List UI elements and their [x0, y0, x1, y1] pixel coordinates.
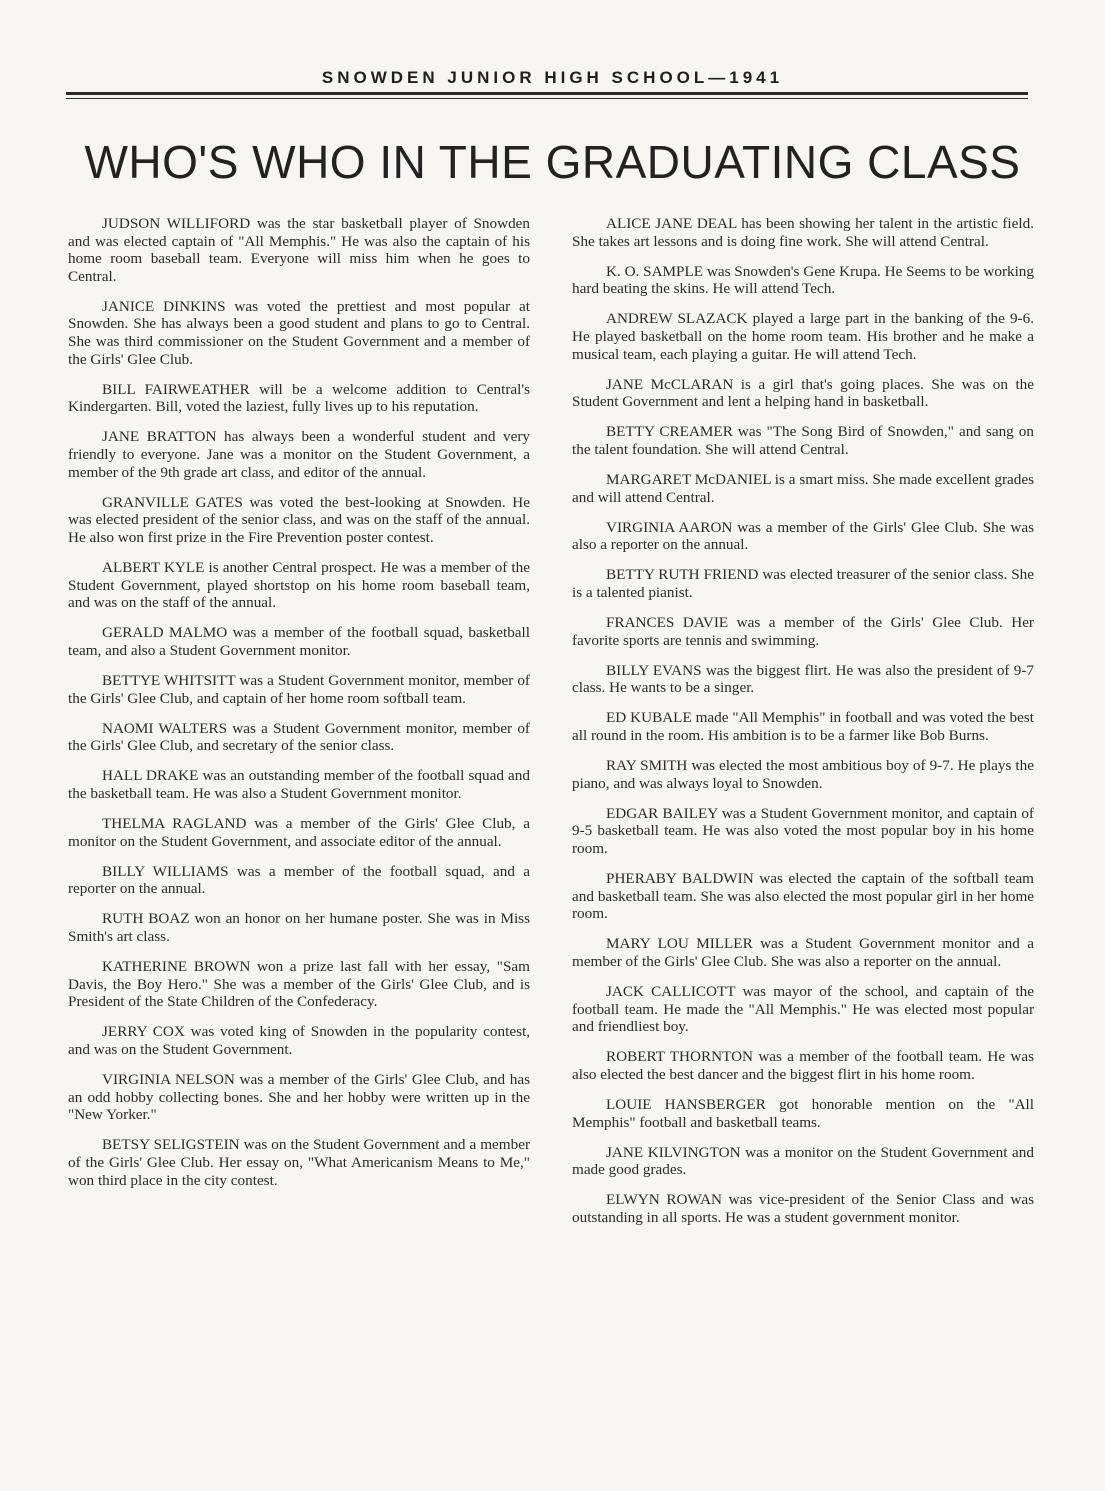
entry-paragraph: BILL FAIRWEATHER will be a welcome addition to Central's Kindergarten. Bill, voted the laziest, fully lives up to his reputation.	[68, 380, 530, 416]
entry-paragraph: RUTH BOAZ won an honor on her humane poster. She was in Miss Smith's art class.	[68, 910, 530, 945]
entry-paragraph: BETTY RUTH FRIEND was elected treasurer of the senior class. She is a talented pianist.	[572, 566, 1034, 601]
entry-paragraph: JACK CALLICOTT was mayor of the school, and captain of the football team. He made the "All Memphis." He was elected most popular and friendliest boy.	[572, 983, 1034, 1036]
entry-paragraph: JANE KILVINGTON was a monitor on the Student Government and made good grades.	[572, 1143, 1034, 1179]
entry-paragraph: BETTYE WHITSITT was a Student Government monitor, member of the Girls' Glee Club, and captain of her home room softball team.	[68, 671, 530, 707]
entry-paragraph: NAOMI WALTERS was a Student Government monitor, member of the Girls' Glee Club, and secretary of the senior class.	[68, 719, 530, 755]
page-title: WHO'S WHO IN THE GRADUATING CLASS	[84, 136, 1021, 188]
entry-paragraph: ED KUBALE made "All Memphis" in football and was voted the best all round in the room. His ambition is to be a farmer like Bob Burns.	[572, 709, 1034, 745]
left-column	[68, 215, 530, 1202]
running-header: SNOWDEN JUNIOR HIGH SCHOOL—1941	[321, 68, 784, 87]
entry-paragraph: ROBERT THORNTON was a member of the football team. He was also elected the best dancer and the biggest flirt in his home room.	[572, 1048, 1034, 1083]
right-column	[572, 215, 1034, 1239]
entry-paragraph: KATHERINE BROWN won a prize last fall with her essay, "Sam Davis, the Boy Hero." She was a member of the Girls' Glee Club, and is President of the State Children of the Confederacy.	[68, 958, 530, 1011]
entry-paragraph: EDGAR BAILEY was a Student Government monitor, and captain of 9-5 basketball team. He was also voted the most popular boy in his home room.	[572, 804, 1034, 858]
entry-paragraph: JANICE DINKINS was voted the prettiest and most popular at Snowden. She has always been a good student and plans to go to Central. She was third commissioner on the Student Government and a member of the Girls' Glee Club.	[68, 297, 530, 368]
entry-paragraph: ALICE JANE DEAL has been showing her talent in the artistic field. She takes art lessons and is doing fine work. She will attend Central.	[572, 215, 1034, 250]
entry-paragraph: JANE BRATTON has always been a wonderful student and very friendly to everyone. Jane was a monitor on the Student Government, a member of the 9th grade art class, and editor of the annual.	[68, 428, 530, 481]
entry-paragraph: JUDSON WILLIFORD was the star basketball player of Snowden and was elected captain of "All Memphis." He was also the captain of his home room baseball team. Everyone will miss him when he goes to Central.	[68, 215, 530, 285]
entry-paragraph: ALBERT KYLE is another Central prospect. He was a member of the Student Government, played shortstop on his home room baseball team, and was on the staff of the annual.	[68, 559, 530, 612]
entry-paragraph: LOUIE HANSBERGER got honorable mention on the "All Memphis" football and basketball teams.	[572, 1096, 1034, 1131]
entry-paragraph: FRANCES DAVIE was a member of the Girls' Glee Club. Her favorite sports are tennis and swimming.	[572, 614, 1034, 649]
entry-paragraph: JANE McCLARAN is a girl that's going places. She was on the Student Government and lent a helping hand in basketball.	[572, 375, 1034, 411]
entry-paragraph: PHERABY BALDWIN was elected the captain of the softball team and basketball team. She was also elected the most popular girl in her home room.	[572, 870, 1034, 923]
entry-paragraph: BETTY CREAMER was "The Song Bird of Snowden," and sang on the talent foundation. She will attend Central.	[572, 423, 1034, 458]
entry-paragraph: VIRGINIA AARON was a member of the Girls' Glee Club. She was also a reporter on the annual.	[572, 518, 1034, 554]
entry-paragraph: MARY LOU MILLER was a Student Government monitor and a member of the Girls' Glee Club. She was also a reporter on the annual.	[572, 935, 1034, 970]
entry-paragraph: ELWYN ROWAN was vice-president of the Senior Class and was outstanding in all sports. He was a student government monitor.	[572, 1191, 1034, 1227]
entry-paragraph: BILLY WILLIAMS was a member of the football squad, and a reporter on the annual.	[68, 862, 530, 898]
entry-paragraph: ANDREW SLAZACK played a large part in the banking of the 9-6. He played basketball on the home room team. His brother and he make a musical team, each playing a guitar. He will attend Tech.	[572, 310, 1034, 363]
header-rule-thin	[66, 98, 1028, 99]
entry-paragraph: JERRY COX was voted king of Snowden in the popularity contest, and was on the Student Government.	[68, 1023, 530, 1058]
entry-paragraph: BILLY EVANS was the biggest flirt. He was also the president of 9-7 class. He wants to be a singer.	[572, 661, 1034, 697]
entry-paragraph: GERALD MALMO was a member of the football squad, basketball team, and also a Student Government monitor.	[68, 624, 530, 659]
entry-paragraph: HALL DRAKE was an outstanding member of the football squad and the basketball team. He was also a Student Government monitor.	[68, 767, 530, 802]
entry-paragraph: VIRGINIA NELSON was a member of the Girls' Glee Club, and has an odd hobby collecting bones. She and her hobby were written up in the "New Yorker."	[68, 1071, 530, 1124]
entry-paragraph: MARGARET McDANIEL is a smart miss. She made excellent grades and will attend Central.	[572, 471, 1034, 506]
entry-paragraph: RAY SMITH was elected the most ambitious boy of 9-7. He plays the piano, and was always loyal to Snowden.	[572, 757, 1034, 792]
entry-paragraph: GRANVILLE GATES was voted the best-looking at Snowden. He was elected president of the senior class, and was on the staff of the annual. He also won first prize in the Fire Prevention poster contest.	[68, 493, 530, 546]
entry-paragraph: K. O. SAMPLE was Snowden's Gene Krupa. He Seems to be working hard beating the skins. He will attend Tech.	[572, 262, 1034, 298]
entry-paragraph: THELMA RAGLAND was a member of the Girls' Glee Club, a monitor on the Student Government, and associate editor of the annual.	[68, 815, 530, 850]
header-rule-thick	[66, 92, 1028, 95]
entry-paragraph: BETSY SELIGSTEIN was on the Student Government and a member of the Girls' Glee Club. Her essay on, "What Americanism Means to Me," won third place in the city contest.	[68, 1136, 530, 1189]
